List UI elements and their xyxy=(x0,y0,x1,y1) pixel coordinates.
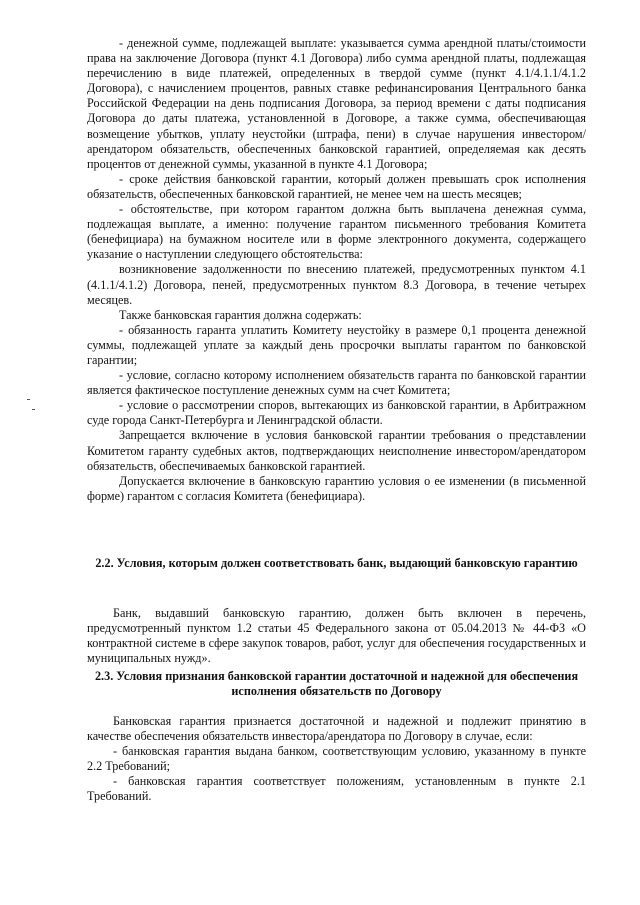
scan-speck xyxy=(32,409,35,410)
paragraph-prohibition: Запрещается включение в условия банковской гарантии требования о представлении Комитетом гаранту судебных актов, подтверждающих неисполнение инвестором/арендатором обязательств, обеспечиваемых банковской гарантией. xyxy=(87,428,586,473)
scan-speck xyxy=(27,399,30,400)
section-2-3-heading: 2.3. Условия признания банковской гарантии достаточной и надежной для обеспечения исполнения обязательств по Договору xyxy=(94,669,579,698)
paragraph-actual-receipt: - условие, согласно которому исполнением обязательств гаранта по банковской гарантии является фактическое поступление денежных сумм на счет Комитета; xyxy=(87,368,586,398)
paragraph-allowed-change: Допускается включение в банковскую гарантию условия о ее изменении (в письменной форме) гарантом с согласия Комитета (бенефициара). xyxy=(87,473,586,503)
paragraph-sufficiency: Банковская гарантия признается достаточной и надежной и подлежит принятию в качестве обеспечения обязательств инвестора/арендатора по Договору в случае, если: xyxy=(87,714,586,744)
section-2-2-body xyxy=(87,606,586,666)
paragraph-dispute-court: - условие о рассмотрении споров, вытекающих из банковской гарантии, в Арбитражном суде города Санкт-Петербурга и Ленинградской области. xyxy=(87,398,586,428)
paragraph-debt-occurrence: возникновение задолженности по внесению платежей, предусмотренных пунктом 4.1 (4.1.1/4.1.2) Договора, пеней, предусмотренных пунктом 8.3 Договора, в течение четырех месяцев. xyxy=(87,262,586,307)
paragraph-must-contain: Также банковская гарантия должна содержать: xyxy=(119,307,362,322)
paragraph-bank-list: Банк, выдавший банковскую гарантию, должен быть включен в перечень, предусмотренный пунктом 1.2 статьи 45 Федерального закона от 05.04.2013 № 44-ФЗ «О контрактной системе в сфере закупок товаров, работ, услуг для обеспечения государственных и муниципальных нужд». xyxy=(87,606,586,666)
paragraph-guarantee-term: - сроке действия банковской гарантии, который должен превышать срок исполнения обязательств, обеспеченных банковской гарантией, не менее чем на шесть месяцев; xyxy=(87,171,586,201)
paragraph-cash-amount: - денежной сумме, подлежащей выплате: указывается сумма арендной платы/стоимости права на заключение Договора (пункт 4.1 Договора) либо сумма арендной платы, подлежащая перечислению в виде платежей, определенных в твердой сумме (пункт 4.1/4.1.1/4.1.2 Договора), с начислением процентов, равных ставке рефинансирования Центрального банка Российской Федерации на день подписания Договора, за период времени с даты подписания Договора до даты платежа, установленной в Договоре, а также сумма, обеспечивающая возмещение убытков, уплату неустойки (штрафа, пени) в случае нарушения инвестором/арендатором обязательств, обеспеченных банковской гарантией, определяемая как десять процентов от денежной суммы, указанной в пункте 4.1 Договора; xyxy=(87,36,586,171)
paragraph-penalty-obligation: - обязанность гаранта уплатить Комитету неустойку в размере 0,1 процента денежной суммы, подлежащей уплате за каждый день просрочки выплаты гарантом по банковской гарантии; xyxy=(87,322,586,367)
paragraph-payment-circumstance: - обстоятельстве, при котором гарантом должна быть выплачена денежная сумма, подлежащая выплате, а именно: получение гарантом письменного требования Комитета (бенефициара) на бумажном носителе или в форме электронного документа, содержащего указание о наступлении следующего обстоятельства: xyxy=(87,202,586,262)
section-2-3-body xyxy=(87,714,586,805)
paragraph-provisions-conformity: - банковская гарантия соответствует положениям, установленным в пункте 2.1 Требований. xyxy=(87,774,586,804)
section-2-1-body xyxy=(87,36,586,504)
paragraph-bank-conformity: - банковская гарантия выдана банком, соответствующим условию, указанному в пункте 2.2 Требований; xyxy=(87,744,586,774)
section-2-2-heading: 2.2. Условия, которым должен соответствовать банк, выдающий банковскую гарантию xyxy=(95,556,578,570)
